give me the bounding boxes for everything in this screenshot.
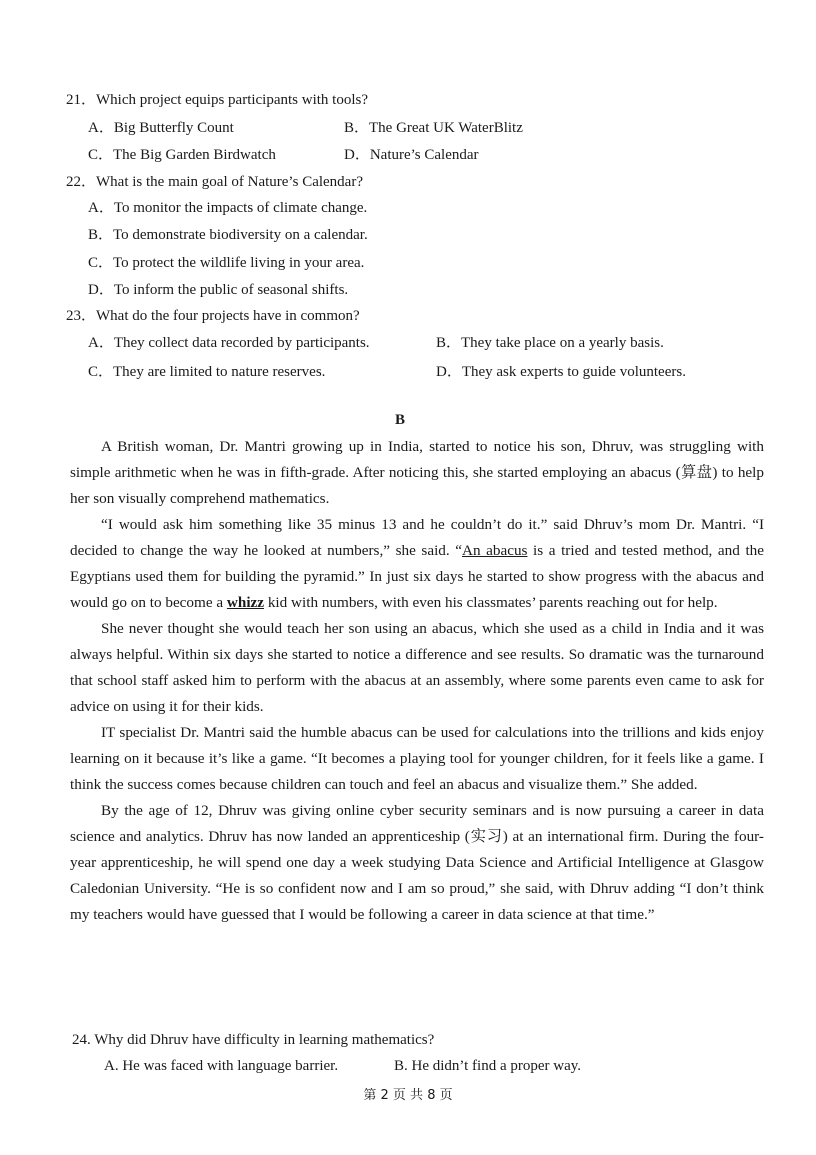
question-23-stem: 23．What do the four projects have in common?: [66, 308, 360, 324]
q21-option-c: C．The Big Garden Birdwatch: [88, 147, 276, 163]
q21-option-a: A．Big Butterfly Count: [88, 120, 234, 136]
q23-option-d: D．They ask experts to guide volunteers.: [436, 364, 686, 380]
passage-paragraph-2: [70, 512, 764, 616]
passage-paragraph-3: She never thought she would teach her son using an abacus, which she used as a child in India and it was always helpful. Within six days she started to notice a difference and see results. So dramatic was the turnaround that school staff asked him to perform with the abacus at an assembly, where some parents even came to ask for advice on using it for their kids.: [70, 620, 764, 715]
q24-option-b: B. He didn’t find a proper way.: [394, 1058, 582, 1074]
passage-paragraph-4: IT specialist Dr. Mantri said the humble abacus can be used for calculations into the trillions and kids enjoy learning on it because it’s like a game. “It becomes a playing tool for younger children, for it feels like a game. I think the success comes because children can touch and feel an abacus and visualize them.” She added.: [70, 724, 764, 793]
q23-option-a: A．They collect data recorded by participants.: [88, 335, 370, 351]
passage-p2-part-a: “I would ask him something like 35 minus 13 and he couldn’t do it.” said Dhruv’s mom Dr. Mantri. “I decided to change the way he looked at numbers,” she said. “: [70, 516, 764, 559]
question-22-stem: 22．What is the main goal of Nature’s Calendar?: [66, 174, 363, 190]
reading-passage-b: [70, 434, 764, 928]
question-21-stem: 21．Which project equips participants with tools?: [66, 92, 369, 108]
passage-p2-part-b: is a tried and tested method, and the Egyptians used them for building the pyramid.” In just six days he started to show progress with the abacus and would go on to become a: [70, 542, 764, 611]
q21-option-b: B．The Great UK WaterBlitz: [344, 120, 523, 136]
q21-option-d: D．Nature’s Calendar: [344, 147, 479, 163]
passage-p2-part-c: kid with numbers, with even his classmates’ parents reaching out for help.: [264, 594, 718, 611]
q23-option-c: C．They are limited to nature reserves.: [88, 364, 326, 380]
question-24-stem: 24. Why did Dhruv have difficulty in learning mathematics?: [72, 1032, 435, 1048]
q23-option-b: B．They take place on a yearly basis.: [436, 335, 664, 351]
q22-option-c: C．To protect the wildlife living in your area.: [88, 255, 365, 271]
q22-option-d: D．To inform the public of seasonal shifts.: [88, 282, 349, 298]
underlined-phrase-abacus: An abacus: [462, 542, 528, 559]
q22-option-a: A．To monitor the impacts of climate change.: [88, 200, 368, 216]
passage-paragraph-5: By the age of 12, Dhruv was giving online cyber security seminars and is now pursuing a career in data science and analytics. Dhruv has now landed an apprenticeship (实习) at an international firm. During the four-year apprenticeship, he will spend one day a week studying Data Science and Artificial Intelligence at Glasgow Caledonian University. “He is so confident now and I am so proud,” she said, with Dhruv adding “I don’t think my teachers would have guessed that I would be following a career in data science at that time.”: [70, 802, 764, 923]
q24-option-a: A. He was faced with language barrier.: [104, 1058, 339, 1074]
page-number-footer: 第 2 页 共 8 页: [363, 1088, 453, 1103]
passage-paragraph-1: A British woman, Dr. Mantri growing up in India, started to notice his son, Dhruv, was struggling with simple arithmetic when he was in fifth-grade. After noticing this, she started employing an abacus (算盘) to help her son visually comprehend mathematics.: [70, 438, 764, 507]
section-b-title: B: [394, 412, 405, 428]
q22-option-b: B．To demonstrate biodiversity on a calendar.: [88, 227, 368, 243]
underlined-word-whizz: whizz: [226, 594, 265, 611]
